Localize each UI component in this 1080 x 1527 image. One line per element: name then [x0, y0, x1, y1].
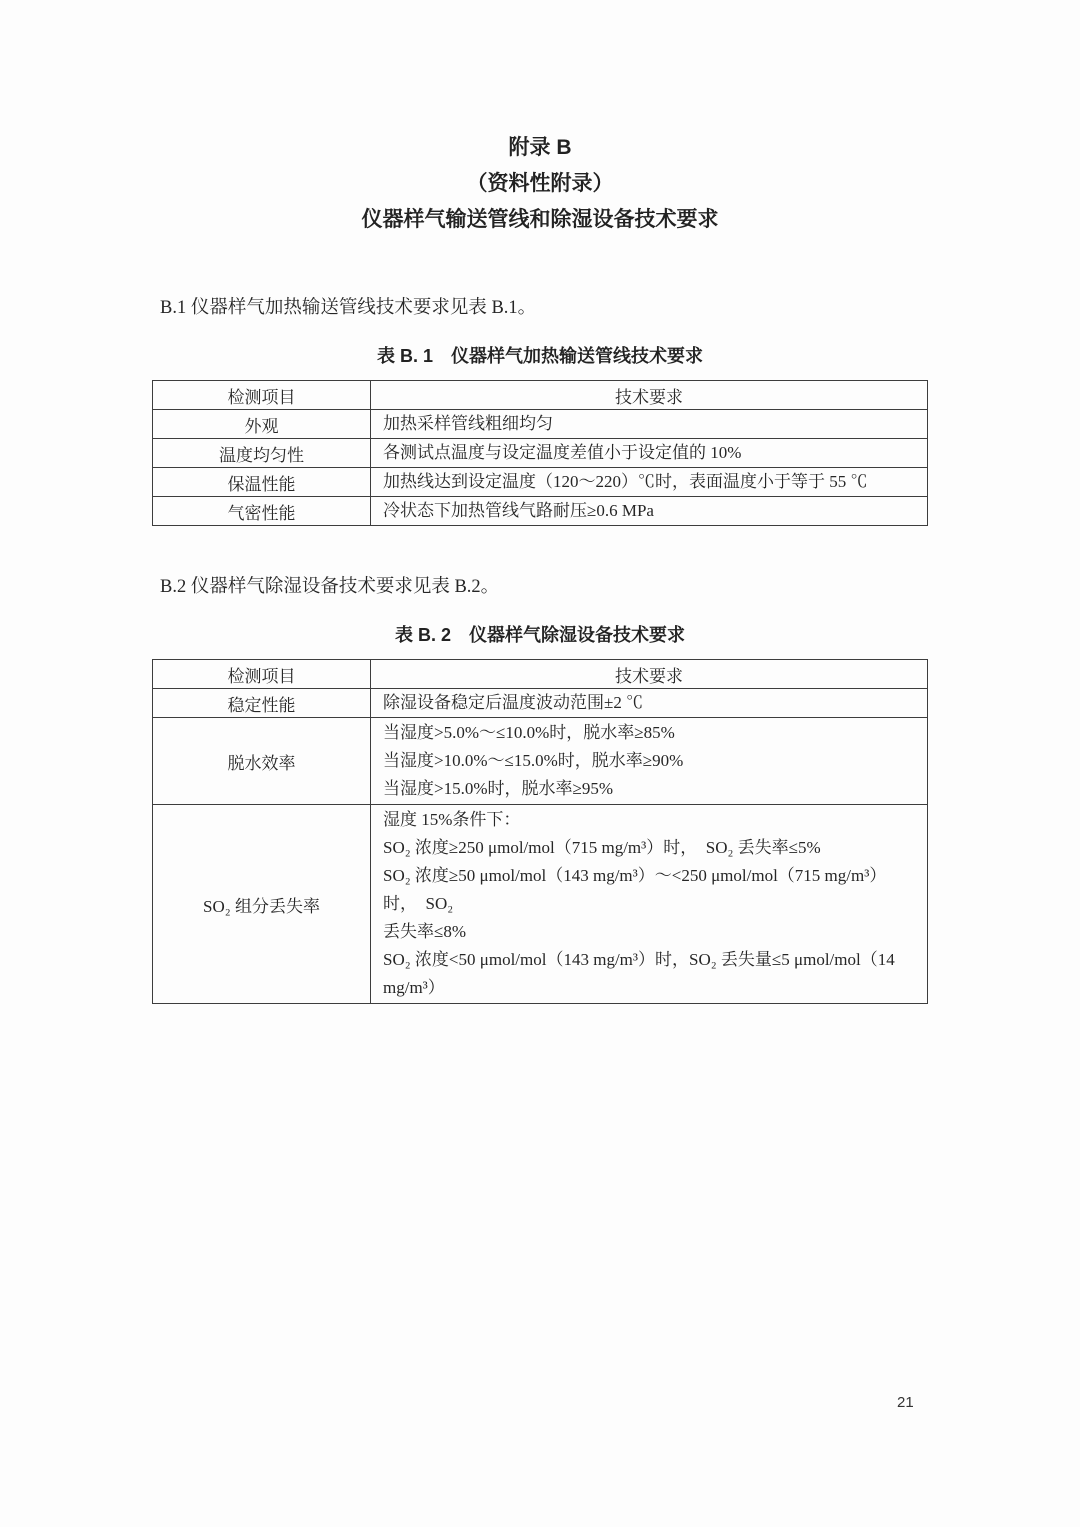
requirement-line: SO₂ 浓度≥250 μmol/mol（715 mg/m³）时， SO₂ 丢失率≤5%: [383, 838, 821, 857]
requirement-line: 各测试点温度与设定温度差值小于设定值的 10%: [383, 443, 742, 462]
appendix-title: 附录 B: [508, 136, 572, 159]
table-b2-header-row: [153, 660, 928, 689]
item-cell: 脱水效率: [153, 718, 371, 805]
table-row: [153, 718, 928, 805]
table-b2: [152, 659, 928, 1004]
clause-b2-text: B.2 仪器样气除湿设备技术要求见表 B.2。: [160, 577, 500, 597]
table-b2-caption: 表 B. 2 仪器样气除湿设备技术要求: [394, 625, 685, 645]
item-cell: 外观: [153, 410, 371, 439]
requirement-cell: [371, 439, 928, 468]
item-cell: 稳定性能: [153, 689, 371, 718]
requirement-line: 丢失率≤8%: [383, 922, 466, 941]
column-header-requirement: 技术要求: [371, 660, 928, 689]
requirement-cell: [371, 410, 928, 439]
table-b1-header-row: [153, 381, 928, 410]
requirement-line: 湿度 15%条件下：: [383, 810, 521, 829]
item-cell: 气密性能: [153, 497, 371, 526]
item-cell: SO₂ 组分丢失率: [153, 805, 371, 1004]
item-cell: 保温性能: [153, 468, 371, 497]
table-row: [153, 805, 928, 1004]
appendix-heading: 仪器样气输送管线和除湿设备技术要求: [361, 208, 719, 231]
item-cell: 温度均匀性: [153, 439, 371, 468]
requirement-cell: [371, 805, 928, 1004]
requirement-cell: [371, 497, 928, 526]
requirement-cell: [371, 468, 928, 497]
title-block: [0, 0, 1080, 238]
appendix-subtitle: （资料性附录）: [466, 172, 614, 195]
page-number: 21: [897, 1394, 914, 1411]
requirement-line: SO₂ 浓度<50 μmol/mol（143 mg/m³）时，SO₂ 丢失量≤5 μmol/mol（14 mg/m³）: [383, 950, 899, 997]
requirement-line: SO₂ 浓度≥50 μmol/mol（143 mg/m³）～<250 μmol/mol（715 mg/m³）时， SO₂: [383, 866, 887, 913]
requirement-line: 加热采样管线粗细均匀: [383, 414, 553, 433]
requirement-line: 加热线达到设定温度（120～220）℃时，表面温度小于等于 55 ℃: [383, 472, 868, 491]
table-row: [153, 468, 928, 497]
table-row: [153, 410, 928, 439]
table-row: [153, 497, 928, 526]
requirement-line: 冷状态下加热管线气路耐压≥0.6 MPa: [383, 501, 654, 520]
table-row: [153, 439, 928, 468]
table-b1: [152, 380, 928, 526]
requirement-line: 当湿度>10.0%～≤15.0%时，脱水率≥90%: [383, 751, 684, 770]
requirement-line: 除湿设备稳定后温度波动范围±2 ℃: [383, 693, 644, 712]
table-row: [153, 689, 928, 718]
table-b1-caption: 表 B. 1 仪器样气加热输送管线技术要求: [376, 346, 703, 366]
column-header-requirement: 技术要求: [371, 381, 928, 410]
column-header-item: 检测项目: [153, 381, 371, 410]
requirement-line: 当湿度>5.0%～≤10.0%时，脱水率≥85%: [383, 723, 675, 742]
clause-b1-text: B.1 仪器样气加热输送管线技术要求见表 B.1。: [160, 298, 537, 318]
requirement-cell: [371, 718, 928, 805]
requirement-line: 当湿度>15.0%时，脱水率≥95%: [383, 779, 613, 798]
requirement-cell: [371, 689, 928, 718]
column-header-item: 检测项目: [153, 660, 371, 689]
